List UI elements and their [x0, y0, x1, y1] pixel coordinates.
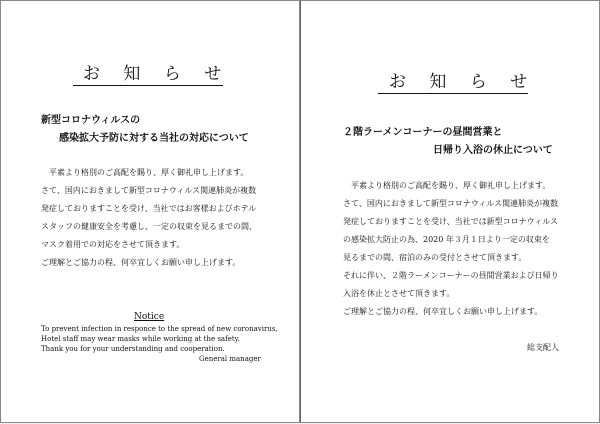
body-line: さて、国内におきまして新型コロナウィルス関連肺炎が複数: [343, 199, 559, 208]
notice-title: お 知 ら せ: [83, 64, 231, 84]
body-line: それに伴い、２階ラーメンコーナーの昼間営業および日帰り: [343, 271, 559, 280]
body-line: 平素より格別のご高配を賜り、厚く御礼申し上げます。: [49, 168, 249, 177]
body-line: 平素より格別のご高配を賜り、厚く御礼申し上げます。: [351, 181, 551, 190]
headline-line: ２階ラーメンコーナーの昼間営業と: [343, 127, 503, 138]
title-underline: [73, 85, 223, 86]
headline-line: 感染拡大予防に対する当社の対応について: [59, 133, 249, 144]
signature: General manager: [199, 355, 261, 363]
english-line: Thank you for your understanding and cooperation.: [41, 345, 225, 353]
body-line: さて、国内におきまして新型コロナウィルス関連肺炎が複数: [41, 186, 257, 195]
english-line: To prevent infection in responce to the spread of new coronavirus,: [41, 325, 278, 333]
right-notice-sheet: [300, 0, 600, 423]
body-line: 発症しておりますことを受け、当社ではお客様およびホテル: [41, 204, 257, 213]
body-line: 入浴を休止とさせて頂きます。: [343, 289, 455, 298]
english-notice-heading: Notice: [134, 312, 165, 322]
body-line: ご理解とご協力の程、何卒宜しくお願い申し上げます。: [343, 307, 543, 316]
english-line: Hotel staff may wear masks while working at the safety.: [41, 335, 240, 343]
body-line: ご理解とご協力の程、何卒宜しくお願い申し上げます。: [41, 258, 241, 267]
body-line: マスク着用での対応をさせて頂きます。: [41, 240, 185, 249]
body-line: スタッフの健康安全を考慮し、一定の収束を見るまでの間、: [41, 222, 257, 231]
left-notice-sheet: [0, 0, 300, 423]
body-line: の感染拡大防止の為、2020 年３月１日より一定の収束を: [343, 235, 550, 244]
body-line: 発症しておりますことを受け、当社では新型コロナウィルス: [343, 217, 558, 226]
body-line: 見るまでの間、宿泊のみの受付とさせて頂きます。: [343, 253, 527, 262]
signature: 総支配人: [527, 343, 559, 352]
title-underline: [378, 93, 528, 94]
headline-line: 日帰り入浴の休止について: [433, 145, 553, 156]
headline-line: 新型コロナウィルスの: [41, 115, 141, 126]
notice-title: お 知 ら せ: [389, 72, 537, 92]
